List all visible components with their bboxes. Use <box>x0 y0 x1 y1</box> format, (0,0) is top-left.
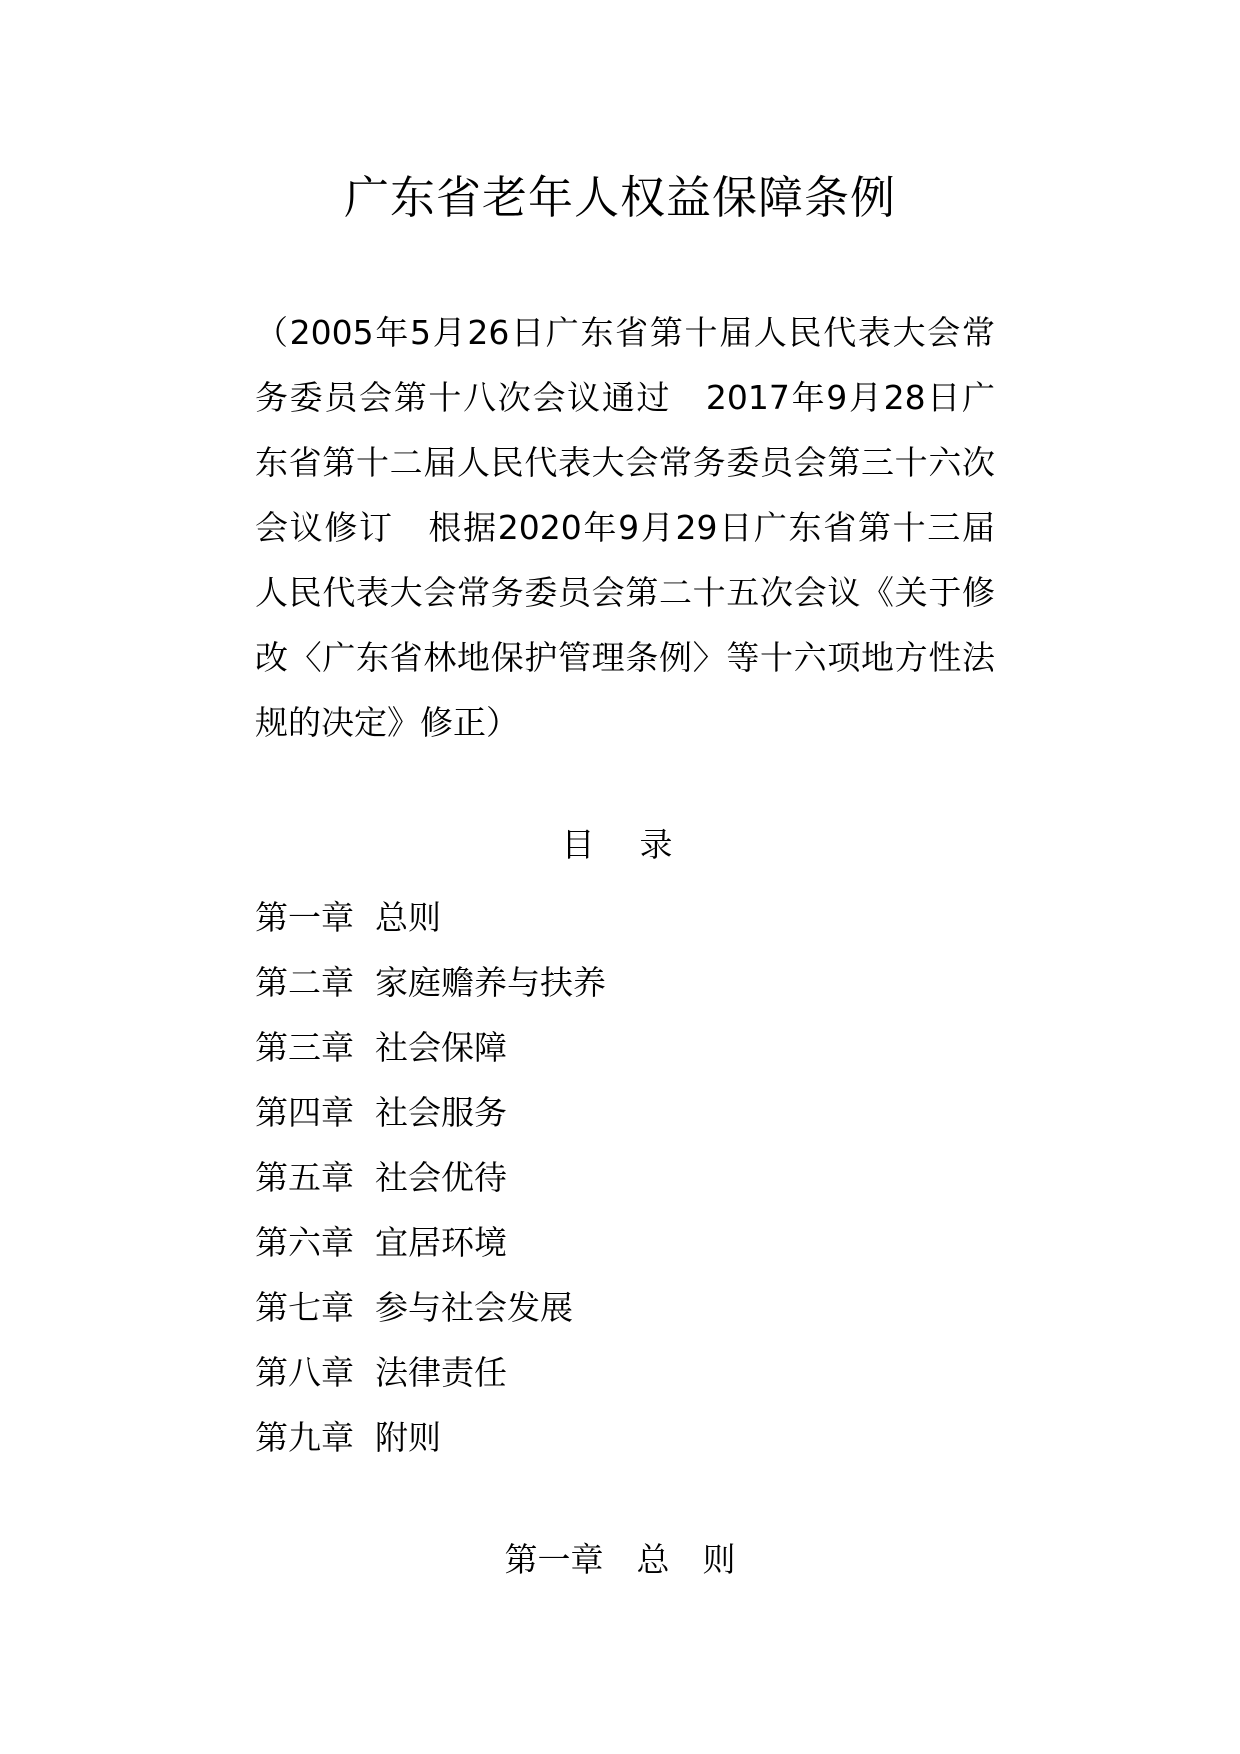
chapter-number: 第五章 <box>255 1158 354 1197</box>
toc-item-chapter-9 <box>255 1405 995 1470</box>
toc-item-chapter-3 <box>255 1015 995 1080</box>
toc-item-chapter-5 <box>255 1145 995 1210</box>
chapter-number: 第七章 <box>255 1288 354 1327</box>
chapter-title: 家庭赡养与扶养 <box>375 963 606 1002</box>
chapter-title: 社会优待 <box>375 1158 507 1197</box>
toc-item-chapter-6 <box>255 1210 995 1275</box>
chapter-title: 参与社会发展 <box>375 1288 573 1327</box>
chapter-number: 第三章 <box>255 1028 354 1067</box>
chapter-title: 社会保障 <box>375 1028 507 1067</box>
chapter-title: 附则 <box>375 1418 441 1457</box>
chapter-number: 第二章 <box>255 963 354 1002</box>
toc-item-chapter-8 <box>255 1340 995 1405</box>
chapter-heading: 第一章 总 则 <box>504 1540 736 1579</box>
chapter-number: 第一章 <box>255 898 354 937</box>
chapter-title: 法律责任 <box>375 1353 507 1392</box>
toc-item-chapter-4 <box>255 1080 995 1145</box>
chapter-title: 宜居环境 <box>375 1223 507 1262</box>
toc-item-chapter-7 <box>255 1275 995 1340</box>
document-title: 广东省老年人权益保障条例 <box>343 171 896 224</box>
toc-item-chapter-1 <box>255 885 995 950</box>
chapter-number: 第八章 <box>255 1353 354 1392</box>
toc-item-chapter-2 <box>255 950 995 1015</box>
table-of-contents-heading: 目 录 <box>561 825 679 864</box>
chapter-title: 社会服务 <box>375 1093 507 1132</box>
chapter-number: 第九章 <box>255 1418 354 1457</box>
legislative-history-note: （2005年5月26日广东省第十届人民代表大会常务委员会第十八次会议通过 2017年9月28日广东省第十二届人民代表大会常务委员会第三十六次会议修订 根据2020年9月29日广东省第十三届人民代表大会常务委员会第二十五次会议《关于修改〈广东省林地保护管理条例〉等十六项地方性法规的决定》修正） <box>255 313 995 742</box>
table-of-contents <box>255 885 995 1470</box>
chapter-number: 第四章 <box>255 1093 354 1132</box>
chapter-number: 第六章 <box>255 1223 354 1262</box>
chapter-title: 总则 <box>375 898 441 937</box>
